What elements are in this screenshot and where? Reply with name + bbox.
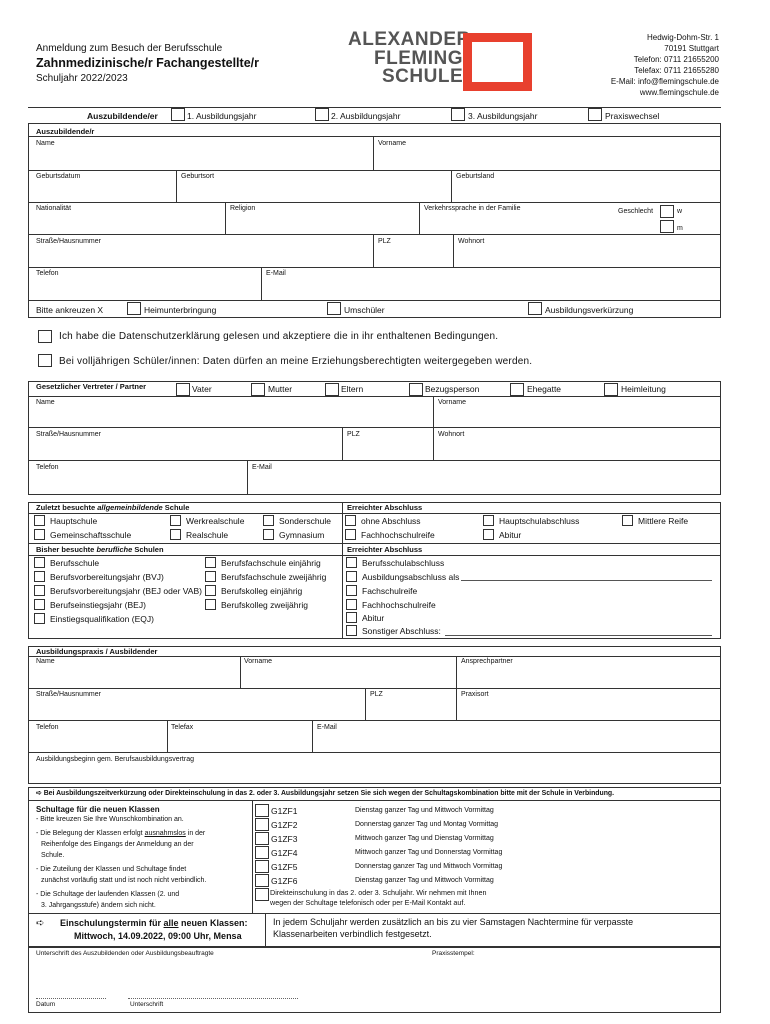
ehegatte-label: Ehegatte [527,384,562,394]
gender-w-label: w [677,208,683,215]
eltern-checkbox[interactable] [325,383,339,396]
address-city: 70191 Stuttgart [664,44,719,53]
year1-label: 1. Ausbildungsjahr [187,111,257,121]
address-fax: Telefax: 0711 21655280 [634,66,719,75]
bej-vab-checkbox[interactable] [34,585,45,596]
trainee-name-field[interactable] [30,148,372,168]
enrol-line1-a: Einschulungstermin für [60,918,164,928]
ausbildungsabschluss-label: Ausbildungsabschluss als [362,572,460,582]
bvj-checkbox[interactable] [34,571,45,582]
note-4: Schule. [41,852,65,859]
mittlere-reife-label: Mittlere Reife [638,516,689,526]
gender-w-checkbox[interactable] [660,205,674,218]
schedule-heading: Schultage für die neuen Klassen [36,805,160,814]
address-block [611,32,719,98]
ankreuzen-label: Bitte ankreuzen X [36,305,104,315]
g1zf2-days: Donnerstag ganzer Tag und Montag Vormittag [355,821,499,828]
sonderschule-checkbox[interactable] [263,515,274,526]
trainee-name-label: Name [36,140,55,147]
geburtsland-label: Geburtsland [456,173,495,180]
guardian-box [28,381,721,495]
ohne-abschluss-checkbox[interactable] [345,515,356,526]
praxiswechsel-label: Praxiswechsel [605,111,660,121]
vater-label: Vater [192,384,212,394]
adult-consent-text: Bei volljährigen Schüler/innen: Daten dürfen an meine Erziehungsberechtigten weitergegeben werden. [59,356,533,367]
year3-checkbox[interactable] [451,108,465,121]
praxiswechsel-checkbox[interactable] [588,108,602,121]
year2-checkbox[interactable] [315,108,329,121]
mutter-label: Mutter [268,384,293,394]
g1zf2-code: G1ZF2 [271,820,298,830]
verkehrssprache-label: Verkehrssprache in der Familie [424,205,521,212]
ausbildungsabschluss-checkbox[interactable] [346,571,357,582]
note-6: zunächst vorläufig statt und ist noch nicht verbindlich. [41,877,207,884]
enrol-line1-c: neuen Klassen: [178,918,248,928]
bej-label: Berufseinstiegsjahr (BEJ) [50,600,146,610]
unterschrift-line[interactable] [128,998,298,999]
privacy-text: Ich habe die Datenschutzerklärung gelesen und akzeptiere die in ihr enthaltenen Bedingungen. [59,331,499,342]
g1zf3-days: Mittwoch ganzer Tag und Dienstag Vormittag [355,835,494,842]
guardian-vorname-label: Vorname [438,399,467,406]
year1-checkbox[interactable] [171,108,185,121]
bej-vab-label: Berufsvorbereitungsjahr (BEJ oder VAB) [50,586,202,596]
school-year: Schuljahr 2022/2023 [36,73,128,84]
mittlere-reife-checkbox[interactable] [622,515,633,526]
bfs1-label: Berufsfachschule einjährig [221,558,321,568]
gemeinschaftsschule-label: Gemeinschaftsschule [50,530,132,540]
practice-heading: Ausbildungspraxis / Ausbildender [36,647,158,656]
bezugsperson-checkbox[interactable] [409,383,423,396]
header-subtitle: Anmeldung zum Besuch der Berufsschule [36,43,223,54]
page-title: Zahnmedizinische/r Fachangestellte/r [36,56,259,70]
g1zf6-checkbox[interactable] [255,874,269,887]
guardian-telefon-label: Telefon [36,464,59,471]
umschueler-label: Umschüler [344,305,385,315]
note-3: Reihenfolge des Eingangs der Anmeldung an der [41,841,194,848]
note-8: 3. Jahrgangsstufe) ändern sich nicht. [41,902,156,909]
realschule-label: Realschule [186,530,229,540]
geburtsdatum-label: Geburtsdatum [36,173,81,180]
bej-checkbox[interactable] [34,599,45,610]
ansprechpartner-label: Ansprechpartner [461,658,513,665]
vater-checkbox[interactable] [176,383,190,396]
abitur2-checkbox[interactable] [346,612,357,623]
note-2 [36,830,205,838]
enrol-line1-b: alle [163,918,179,928]
bfs1-checkbox[interactable] [205,557,216,568]
hauptschule-checkbox[interactable] [34,515,45,526]
schedule-notice: ➪ Bei Ausbildungszeitverkürzung oder Direkteinschulung in das 2. oder 3. Ausbildungsjahr setzen Sie sich wegen der Schultagskombination bitte mit der Schule in Verbindung. [36,790,615,797]
enrol-line2: Mittwoch, 14.09.2022, 09:00 Uhr, Mensa [74,931,242,941]
heimleitung-label: Heimleitung [621,384,666,394]
heim-checkbox[interactable] [127,302,141,315]
geschlecht-label: Geschlecht [618,208,654,215]
logo-square [463,33,532,91]
prev-school-suffix: Schulen [132,545,164,554]
ohne-abschluss-label: ohne Abschluss [361,516,421,526]
practice-strasse-label: Straße/Hausnummer [36,691,101,698]
g1zf1-days: Dienstag ganzer Tag und Mittwoch Vormittag [355,807,494,814]
mutter-checkbox[interactable] [251,383,265,396]
werkrealschule-checkbox[interactable] [170,515,181,526]
religion-label: Religion [230,205,256,212]
g1zf6-days: Dienstag ganzer Tag und Mittwoch Vormittag [355,877,494,884]
gender-m-label: m [677,225,683,232]
year3-label: 3. Ausbildungsjahr [468,111,538,121]
gymnasium-checkbox[interactable] [263,529,274,540]
note-2a: - Die Belegung der Klassen erfolgt [36,830,145,837]
werkrealschule-label: Werkrealschule [186,516,245,526]
sonderschule-label: Sonderschule [279,516,331,526]
bezugsperson-label: Bezugsperson [425,384,480,394]
bfs2-checkbox[interactable] [205,571,216,582]
g1zf3-code: G1ZF3 [271,834,298,844]
fachschulreife-checkbox[interactable] [346,585,357,596]
berufsschulabschluss-label: Berufsschulabschluss [362,558,445,568]
degree2-heading: Erreichter Abschluss [347,545,423,554]
logo-line1: ALEXANDER [348,29,471,50]
sonstiger-checkbox[interactable] [346,625,357,636]
ausbildungsabschluss-line[interactable] [461,580,712,581]
hauptschule-label: Hauptschule [50,516,98,526]
note-1: - Bitte kreuzen Sie Ihre Wunschkombination an. [36,816,184,823]
practice-telefon-label: Telefon [36,724,59,731]
saturday-line2: Klassenarbeiten verbindlich festgesetzt. [273,929,432,939]
abitur2-label: Abitur [362,613,385,623]
g1zf4-checkbox[interactable] [255,846,269,859]
direct-checkbox[interactable] [255,888,269,901]
umschueler-checkbox[interactable] [327,302,341,315]
unterschrift-label: Unterschrift [130,1001,164,1008]
g1zf5-days: Donnerstag ganzer Tag und Mittwoch Vormittag [355,863,503,870]
address-web: www.flemingschule.de [639,88,719,97]
last-school-heading [36,503,189,512]
practice-name-label: Name [36,658,55,665]
trainee-plz-label: PLZ [378,238,391,245]
heim-label: Heimunterbringung [144,305,217,315]
trainee-vorname-label: Vorname [378,140,407,147]
last-school-prefix: Zuletzt besuchte [36,503,98,512]
enrol-line1 [60,918,248,928]
sonstiger-line[interactable] [445,635,712,636]
beginn-label: Ausbildungsbeginn gem. Berufsausbildungsvertrag [36,756,194,763]
ehegatte-checkbox[interactable] [510,383,524,396]
g1zf5-checkbox[interactable] [255,860,269,873]
prev-school-em: berufliche [96,545,133,554]
gemeinschaftsschule-checkbox[interactable] [34,529,45,540]
note-2b: ausnahmslos [144,830,186,837]
g1zf1-code: G1ZF1 [271,806,298,816]
abitur-label: Abitur [499,530,522,540]
eqj-label: Einstiegsqualifikation (EQJ) [50,614,154,624]
g1zf5-code: G1ZF5 [271,862,298,872]
adult-consent-checkbox[interactable] [38,354,52,367]
bfs2-label: Berufsfachschule zweijährig [221,572,327,582]
eqj-checkbox[interactable] [34,613,45,624]
practice-telefax-label: Telefax [171,724,194,731]
fachhochschulreife-checkbox[interactable] [345,529,356,540]
fachschulreife-label: Fachschulreife [362,586,418,596]
guardian-heading: Gesetzlicher Vertreter / Partner [36,382,147,391]
g1zf2-checkbox[interactable] [255,818,269,831]
gymnasium-label: Gymnasium [279,530,325,540]
year2-label: 2. Ausbildungsjahr [331,111,401,121]
hauptschulabschluss-checkbox[interactable] [483,515,494,526]
practice-vorname-label: Vorname [244,658,273,665]
saturday-line1: In jedem Schuljahr werden zusätzlich an bis zu vier Samstagen Nachtermine für verpasste [273,917,634,927]
fhr2-checkbox[interactable] [346,599,357,610]
address-phone: Telefon: 0711 21655200 [633,55,719,64]
abitur-checkbox[interactable] [483,529,494,540]
enrol-arrow-icon: ➪ [36,918,45,929]
berufsschulabschluss-checkbox[interactable] [346,557,357,568]
g1zf1-checkbox[interactable] [255,804,269,817]
hauptschulabschluss-label: Hauptschulabschluss [499,516,580,526]
fhr2-label: Fachhochschulreife [362,600,436,610]
gender-m-checkbox[interactable] [660,220,674,233]
note-5: - Die Zuteilung der Klassen und Schultage findet [36,866,187,873]
trainee-strasse-label: Straße/Hausnummer [36,238,101,245]
guardian-wohnort-label: Wohnort [438,431,465,438]
berufsschule-label: Berufsschule [50,558,100,568]
guardian-email-label: E-Mail [252,464,272,471]
fachhochschulreife-label: Fachhochschulreife [361,530,435,540]
trainee-subheading: Auszubildende/r [36,127,95,136]
datum-line[interactable] [36,998,106,999]
trainee-vorname-field[interactable] [375,148,719,168]
g1zf3-checkbox[interactable] [255,832,269,845]
geburtsort-label: Geburtsort [181,173,215,180]
note-2c: in der [185,830,206,837]
g1zf4-days: Mittwoch ganzer Tag und Donnerstag Vormittag [355,849,503,856]
verkuerzung-checkbox[interactable] [528,302,542,315]
nationalitaet-label: Nationalität [36,205,72,212]
trainee-wohnort-label: Wohnort [458,238,485,245]
practice-email-label: E-Mail [317,724,337,731]
guardian-strasse-label: Straße/Hausnummer [36,431,101,438]
last-school-suffix: Schule [162,503,190,512]
guardian-name-label: Name [36,399,55,406]
g1zf6-code: G1ZF6 [271,876,298,886]
bk2-label: Berufskolleg zweijährig [221,600,308,610]
logo-line3: SCHULE [382,66,464,87]
eltern-label: Eltern [341,384,364,394]
prev-school-prefix: Bisher besuchte [36,545,97,554]
signature-label: Unterschrift des Auszubildenden oder Ausbildungsbeauftragte [36,950,214,957]
datum-label: Datum [36,1001,56,1008]
address-street: Hedwig-Dohm-Str. 1 [646,33,719,42]
bk1-label: Berufskolleg einjährig [221,586,303,596]
sonstiger-label: Sonstiger Abschluss: [362,626,441,636]
degree-heading: Erreichter Abschluss [347,503,423,512]
practice-plz-label: PLZ [370,691,383,698]
trainee-email-label: E-Mail [266,270,286,277]
guardian-plz-label: PLZ [347,431,360,438]
last-school-em: allgemeinbildende [97,503,163,512]
bk2-checkbox[interactable] [205,599,216,610]
praxisort-label: Praxisort [461,691,489,698]
address-email: E-Mail: info@flemingschule.de [610,77,719,86]
privacy-checkbox[interactable] [38,330,52,343]
heimleitung-checkbox[interactable] [604,383,618,396]
logo-line2: FLEMING [374,48,463,69]
verkuerzung-label: Ausbildungsverkürzung [545,305,634,315]
note-7: - Die Schultage der laufenden Klassen (2. und [36,891,180,898]
direct-text-1: Direkteinschulung in das 2. oder 3. Schuljahr. Wir nehmen mit Ihnen [270,888,487,897]
g1zf4-code: G1ZF4 [271,848,298,858]
bvj-label: Berufsvorbereitungsjahr (BVJ) [50,572,164,582]
realschule-checkbox[interactable] [170,529,181,540]
berufsschule-checkbox[interactable] [34,557,45,568]
prev-school-heading [36,545,164,554]
trainee-heading: Auszubildende/er [87,111,158,121]
trainee-telefon-label: Telefon [36,270,59,277]
direct-text-2: wegen der Schultage telefonisch oder per E-Mail Kontakt auf. [270,898,466,907]
stamp-label: Praxisstempel: [432,950,475,957]
bk1-checkbox[interactable] [205,585,216,596]
